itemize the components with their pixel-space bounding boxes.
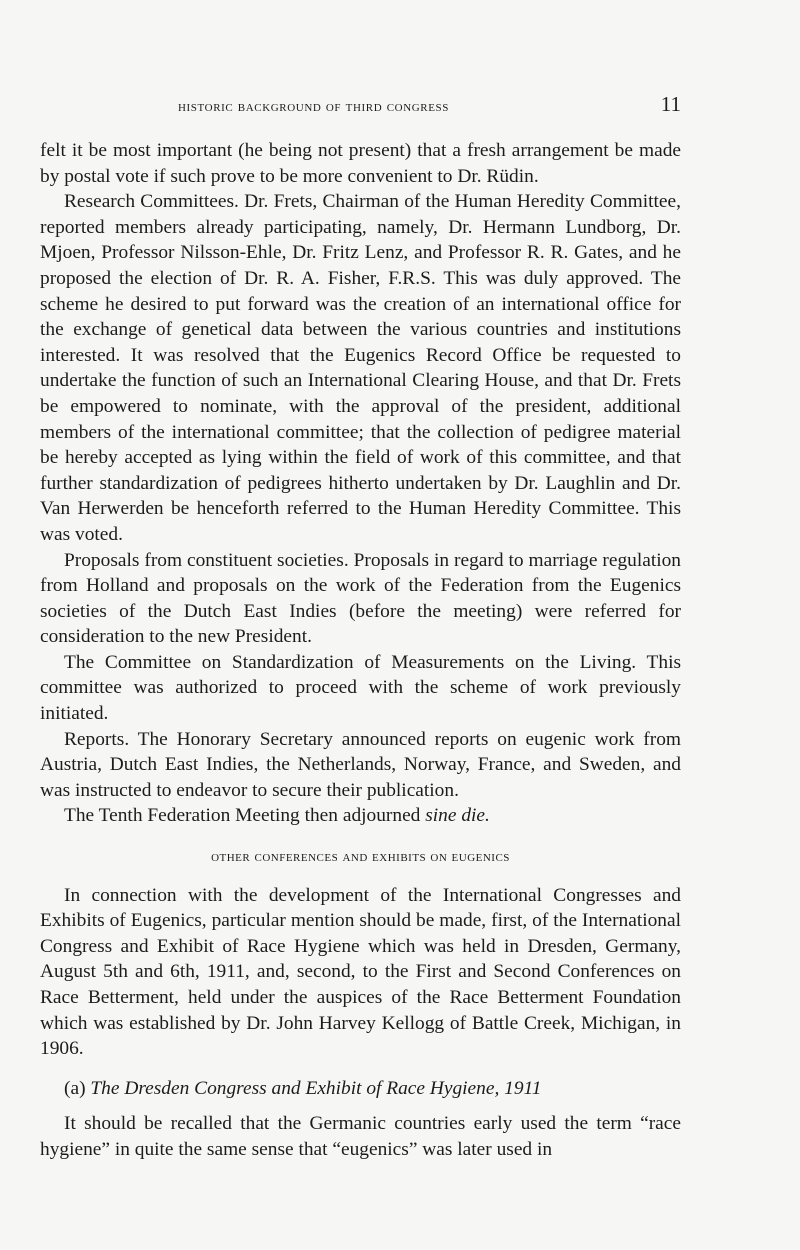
subheading xyxy=(40,1076,681,1102)
subheading-title: The Dresden Congress and Exhibit of Race Hygiene, 1911 xyxy=(90,1077,542,1099)
body-text xyxy=(40,138,681,1163)
paragraph-continuation: felt it be most important (he being not present) that a fresh arrangement be made by postal vote if such prove to be more convenient to Dr. Rüdin. xyxy=(40,140,681,187)
running-title: historic background of third congress xyxy=(178,98,449,115)
paragraph-research-committees: Research Committees. Dr. Frets, Chairman of the Human Heredity Committee, reported members already participating, namely, Dr. Hermann Lundborg, Dr. Mjoen, Professor Nilsson-Ehle, Dr. Fritz Lenz, and Professor R. R. Gates, and he proposed the election of Dr. R. A. Fisher, F.R.S. This was duly approved. The scheme he desired to put forward was the creation of an international office for the exchange of genetical data between the various countries and institutions interested. It was resolved that the Eugenics Record Office be requested to undertake the function of such an International Clearing House, and that Dr. Frets be empowered to nominate, with the approval of the president, additional members of the international committee; that the collection of pedigree material be hereby accepted as lying within the field of work of this committee, and that further standardization of pedigrees hitherto undertaken by Dr. Laughlin and Dr. Van Herwerden be henceforth referred to the Human Heredity Committee. This was voted. xyxy=(40,191,681,545)
adjournment-text: The Tenth Federation Meeting then adjourned xyxy=(64,805,421,827)
running-head xyxy=(40,88,681,124)
section-heading: other conferences and exhibits on eugenics xyxy=(211,849,510,866)
page-number: 11 xyxy=(660,92,681,116)
paragraph-proposals: Proposals from constituent societies. Proposals in regard to marriage regulation from Holland and proposals on the work of the Federation from the Eugenics societies of the Dutch East Indies (before the meeting) were referred for consideration to the new President. xyxy=(40,549,681,648)
paragraph-race-hygiene: It should be recalled that the Germanic countries early used the term “race hygiene” in quite the same sense that “eugenics” was later used in xyxy=(40,1113,681,1160)
subheading-label: (a) xyxy=(64,1077,86,1099)
paragraph-adjournment xyxy=(40,803,681,829)
latin-phrase: sine die. xyxy=(425,805,490,827)
paragraph-reports: Reports. The Honorary Secretary announced reports on eugenic work from Austria, Dutch East Indies, the Netherlands, Norway, France, and Sweden, and was instructed to endeavor to secure their publication. xyxy=(40,728,681,801)
paragraph-other-conferences: In connection with the development of the International Congresses and Exhibits of Eugenics, particular mention should be made, first, of the International Congress and Exhibit of Race Hygiene which was held in Dresden, Germany, August 5th and 6th, 1911, and, second, to the First and Second Conferences on Race Betterment, held under the auspices of the Race Betterment Foundation which was established by Dr. John Harvey Kellogg of Battle Creek, Michigan, in 1906. xyxy=(40,884,681,1060)
paragraph-standardization-committee: The Committee on Standardization of Measurements on the Living. This committee was authorized to proceed with the scheme of work previously initiated. xyxy=(40,651,681,725)
